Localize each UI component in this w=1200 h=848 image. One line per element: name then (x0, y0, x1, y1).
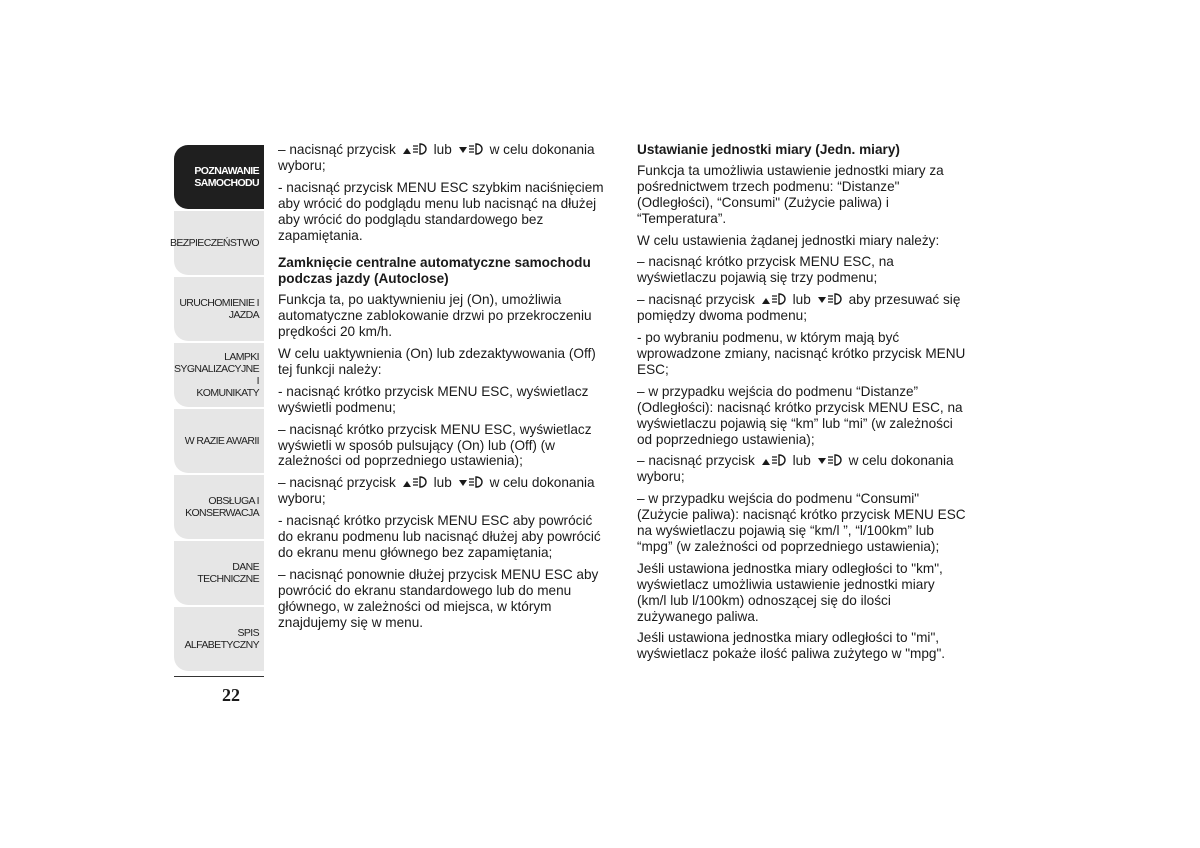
tab-w-razie-awarii[interactable]: W RAZIE AWARII (174, 409, 264, 473)
paragraph: - nacisnąć przycisk MENU ESC szybkim naciśnięciem aby wrócić do podglądu menu lub nacisnąć na dłużej aby wrócić do podglądu standardowego bez zapamiętania. (278, 179, 604, 243)
text: – nacisnąć przycisk (637, 453, 755, 469)
tabs-divider (174, 676, 264, 677)
paragraph: – nacisnąć ponownie dłużej przycisk MENU ESC aby powrócić do ekranu standardowego lub do menu głównego, w zależności od miejsca, w którym znajdujemy się w menu. (278, 566, 599, 630)
paragraph (278, 475, 611, 507)
text: w celu dokonania wyboru; (278, 475, 595, 507)
paragraph: Funkcja ta umożliwia ustawienie jednostki miary za pośrednictwem trzech podmenu: “Distanze" (Odległości), “Consumi" (Zużycie paliwa) i “Temperatura”. (637, 162, 944, 226)
text: – nacisnąć przycisk (278, 142, 396, 157)
paragraph: W celu ustawienia żądanej jednostki miary należy: (637, 232, 940, 248)
up-light-button-icon (402, 143, 432, 155)
page-number: 22 (222, 685, 240, 705)
tab-poznawanie-samochodu[interactable]: POZNAWANIE SAMOCHODU (174, 145, 264, 209)
text: lub (433, 142, 452, 157)
tab-obsluga-i-konserwacja[interactable]: OBSŁUGA I KONSERWACJA (174, 475, 264, 539)
paragraph (278, 142, 611, 174)
paragraph (637, 292, 967, 324)
text: lub (433, 475, 452, 491)
text: w celu dokonania wyboru; (278, 142, 595, 173)
down-light-button-icon (458, 476, 488, 488)
text: w celu dokonania wyboru; (637, 453, 954, 485)
paragraph: Jeśli ustawiona jednostka miary odległości to "km", wyświetlacz umożliwia ustawienie jednostki miary (km/l lub l/100km) odnoszącej się do ilości zużywanego paliwa. (637, 560, 943, 624)
text: – nacisnąć przycisk (278, 475, 396, 491)
up-light-button-icon (761, 293, 791, 305)
paragraph: - nacisnąć krótko przycisk MENU ESC, wyświetlacz wyświetli podmenu; (278, 383, 589, 415)
down-light-button-icon (817, 454, 847, 466)
tab-spis-alfabetyczny[interactable]: SPIS ALFABETYCZNY (174, 607, 264, 671)
section-heading: Ustawianie jednostki miary (Jedn. miary) (637, 142, 900, 157)
paragraph: W celu uaktywnienia (On) lub zdezaktywowania (Off) tej funkcji należy: (278, 345, 596, 377)
left-column (278, 142, 611, 636)
up-light-button-icon (402, 476, 432, 488)
up-light-button-icon (761, 454, 791, 466)
tab-bezpieczenstwo[interactable]: BEZPIECZEŃSTWO (174, 211, 264, 275)
paragraph: - po wybraniu podmenu, w którym mają być wprowadzone zmiany, nacisnąć krótko przycisk MENU ESC; (637, 330, 966, 377)
text: lub (792, 292, 811, 308)
paragraph: - nacisnąć krótko przycisk MENU ESC aby powrócić do ekranu podmenu lub nacisnąć dłużej aby powrócić do ekranu menu głównego bez zapamiętania; (278, 513, 601, 560)
text: – nacisnąć przycisk (637, 292, 755, 308)
paragraph: – w przypadku wejścia do podmenu “Distanze” (Odległości): nacisnąć krótko przycisk MENU ESC, na wyświetlaczu pojawią się “km” lub “mi” (w zależności od poprzedniego ustawienia); (637, 383, 963, 447)
tab-uruchomienie-i-jazda[interactable]: URUCHOMIENIE I JAZDA (174, 277, 264, 341)
paragraph: – w przypadku wejścia do podmenu “Consumi" (Zużycie paliwa): nacisnąć krótko przycisk MENU ESC na wyświetlaczu pojawią się “km/l ”, “l/100km” lub “mpg” (w zależności od poprzedniego ustawienia); (637, 491, 966, 554)
down-light-button-icon (458, 143, 488, 155)
text: aby przesuwać się pomiędzy dwoma podmenu; (637, 292, 961, 324)
paragraph: – nacisnąć krótko przycisk MENU ESC, wyświetlacz wyświetli w sposób pulsujący (On) lub (Off) (w zależności od poprzedniego ustawienia); (278, 421, 592, 469)
right-column (637, 142, 967, 668)
paragraph: Jeśli ustawiona jednostka miary odległości to "mi", wyświetlacz pokaże ilość paliwa zużytego w "mpg". (637, 630, 946, 662)
paragraph: – nacisnąć krótko przycisk MENU ESC, na wyświetlaczu pojawią się trzy podmenu; (637, 254, 894, 286)
tab-dane-techniczne[interactable]: DANE TECHNICZNE (174, 541, 264, 605)
paragraph (637, 453, 967, 485)
chapter-tabs (169, 145, 264, 673)
section-heading: Zamknięcie centralne automatyczne samochodu podczas jazdy (Autoclose) (278, 255, 591, 287)
text: lub (792, 453, 811, 469)
paragraph: Funkcja ta, po uaktywnieniu jej (On), umożliwia automatyczne zablokowanie drzwi po przekroczeniu prędkości 20 km/h. (278, 292, 592, 340)
tab-lampki-sygnalizacyjne[interactable]: LAMPKI SYGNALIZACYJNE I KOMUNIKATY (174, 343, 264, 407)
down-light-button-icon (817, 293, 847, 305)
